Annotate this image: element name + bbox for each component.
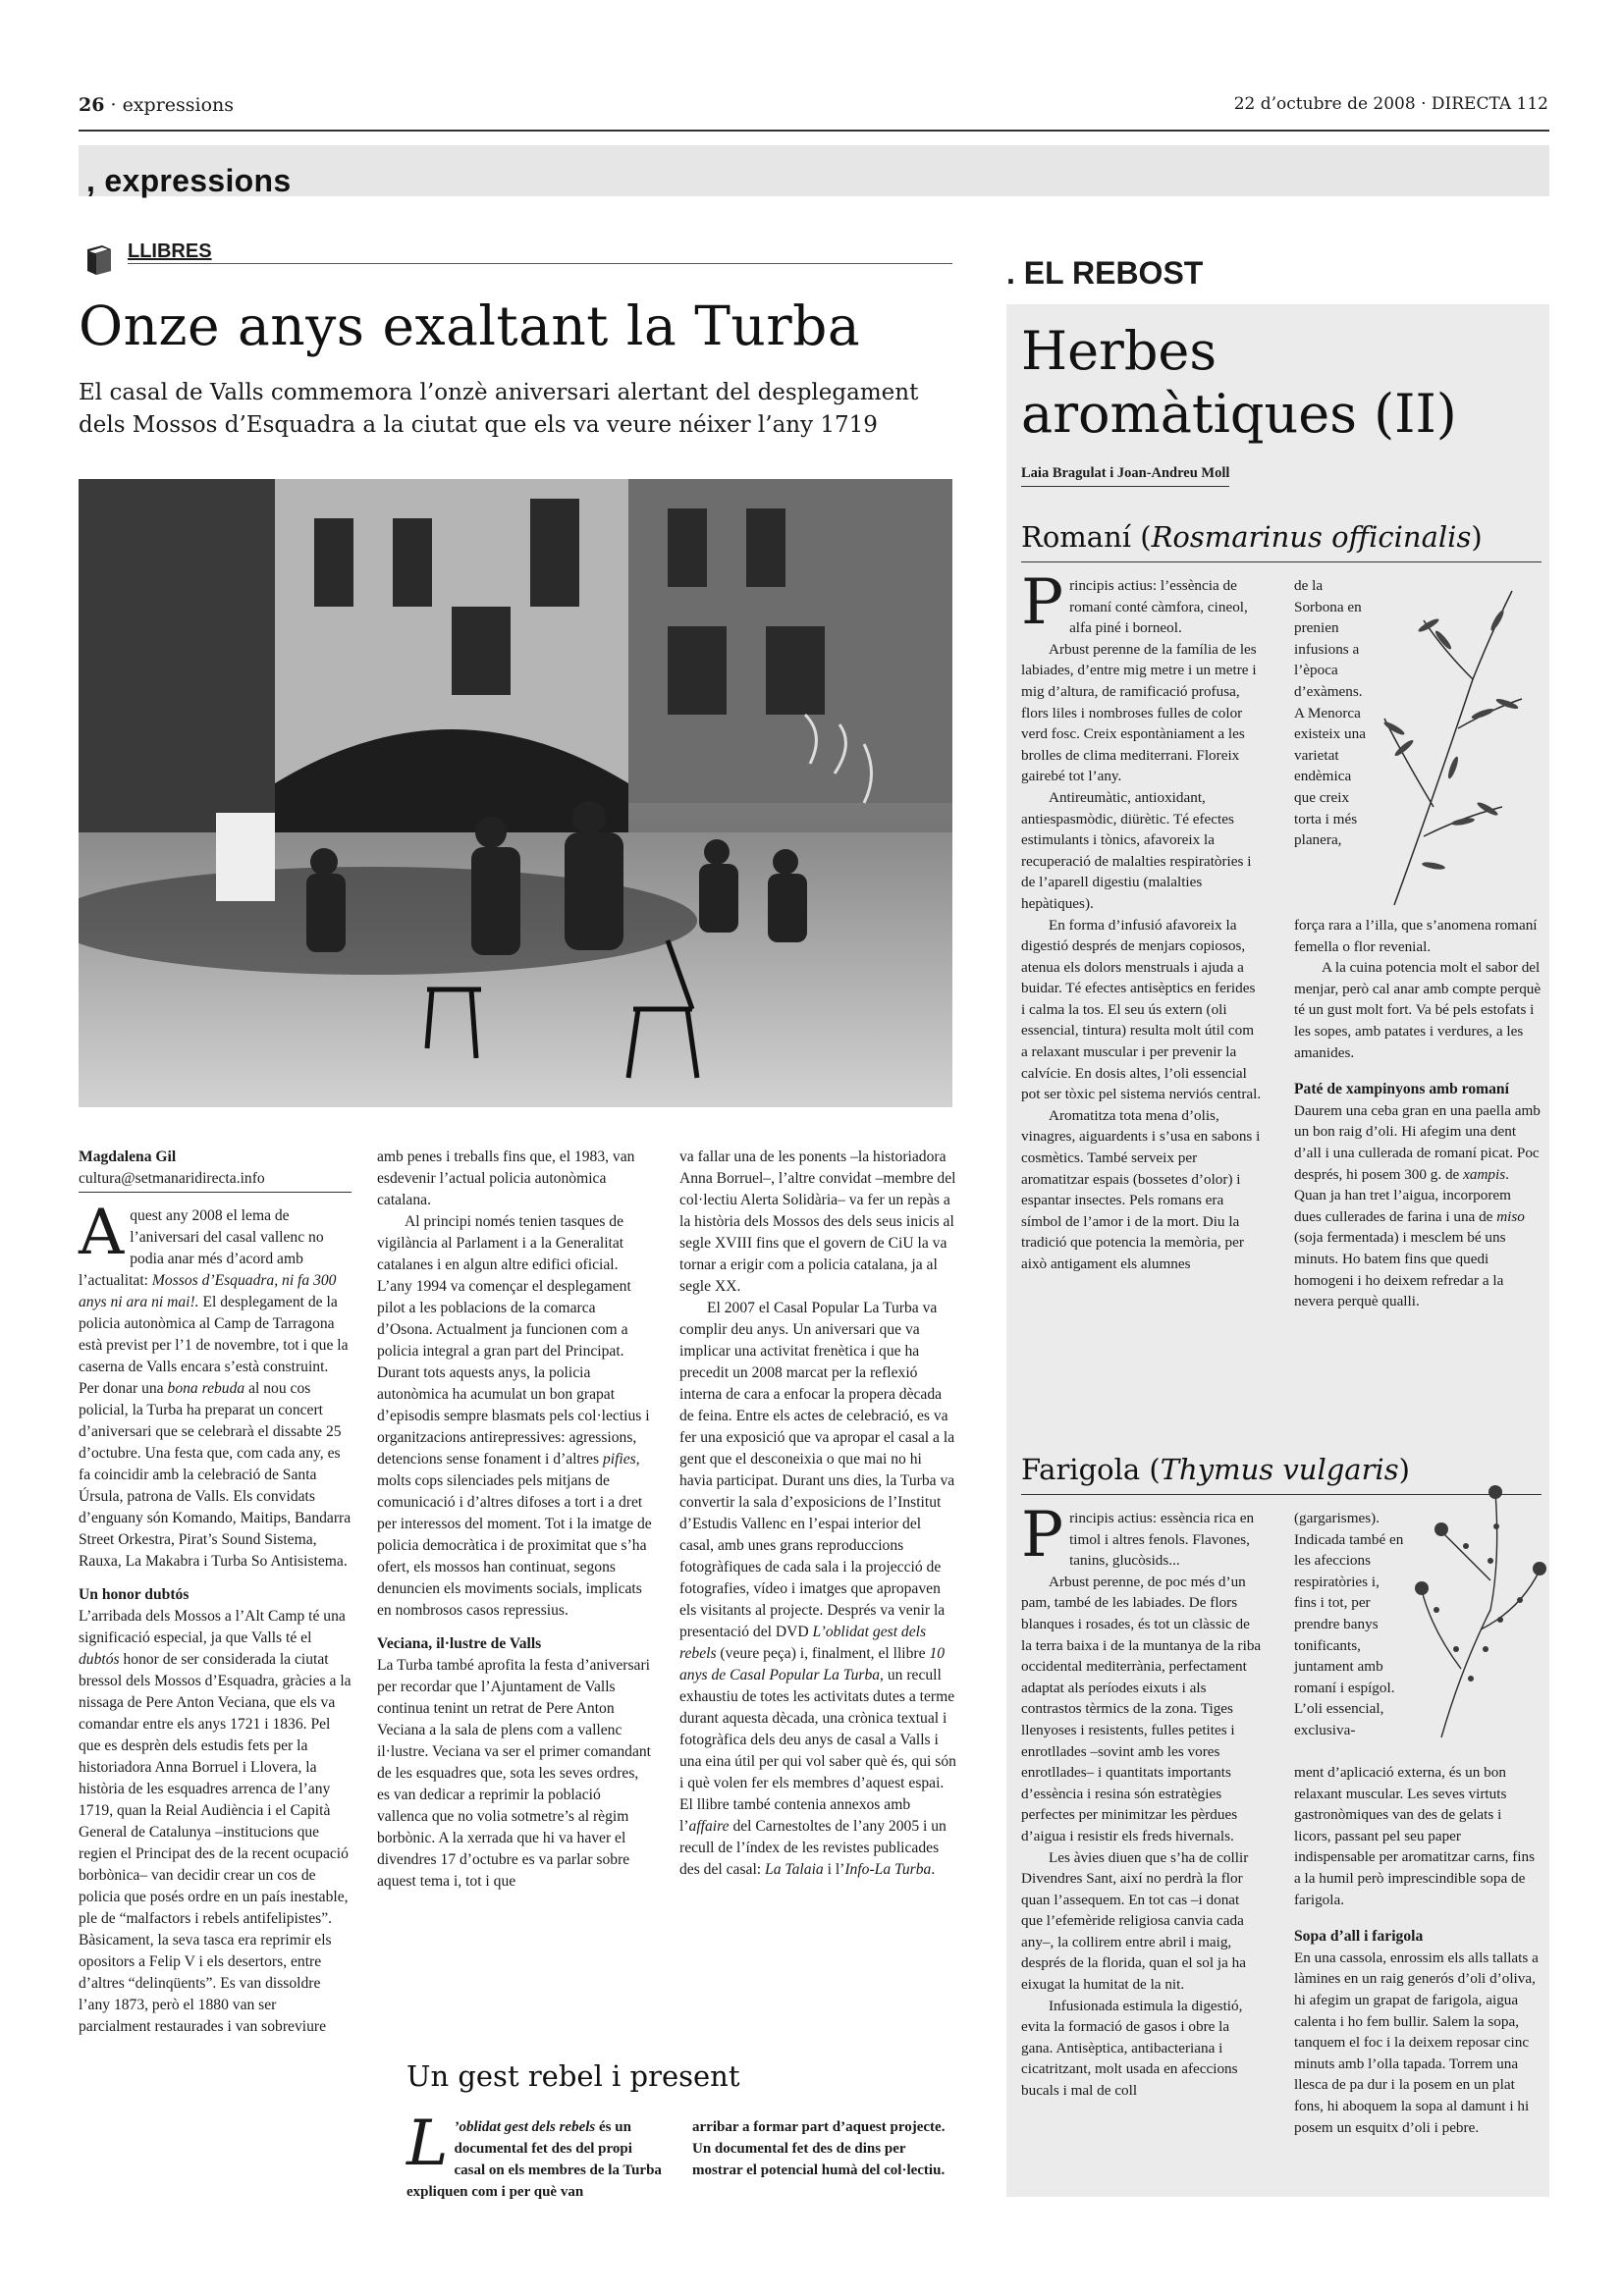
col3-p2e: i l’ <box>823 1861 845 1878</box>
author-block <box>79 1147 353 1190</box>
article-kicker: LLIBRES <box>128 240 212 262</box>
farigola-close: ) <box>1398 1453 1410 1486</box>
col1-p2: L’arribada dels Mossos a l’Alt Camp té una significació especial, ja que Valls té el <box>79 1608 346 1646</box>
romani-recipe-em2: miso <box>1496 1207 1525 1225</box>
romani-p2: Arbust perenne de la família de les labiades, d’entre mig metre i un metre i mig d’altura, de ramificació profusa, flors liles i nombroses fulles de color verd fosc. Creix espontàniament a les brolles de clima mediterrani. Floreix gairebé tot l’any. <box>1021 640 1257 785</box>
romani-rule <box>1021 561 1542 562</box>
col1-text-c: al nou cos policial, la Turba ha preparat un concert d’aniversari que se celebrarà el dissabte 25 d’octubre. Una festa que, com cada any, es fa coincidir amb la celebració de Santa Úrsula, patrona de Valls. Els convidats d’enguany són Komando, Maitips, Bandarra Street Orkestra, Pirat’s Sound Sistema, Rauxa, La Makabra i Turba So Antisistema. <box>79 1380 352 1570</box>
col3-p2: El 2007 el Casal Popular La Turba va complir deu anys. Un aniversari que va implicar una activitat frenètica i que ha precedit un 2008 marcat per la reflexió interna de cara a enfocar la propera dècada de feina. Entre els actes de celebració, es va fer una exposició que va apropar el casal a la gent que el desconeixia o que mai no hi havia participat. Durant uns dies, la Turba va convertir la sala d’exposicions de l’Institut d’Estudis Vallenc en l’espai interior del casal, amb unes grans reproduccions fotogràfiques de cada sala i la projecció de fotografies, vídeo i imatges que apropaven els visitants al projecte. Després va venir la presentació del DVD <box>679 1300 955 1640</box>
farigola-dropcap: P <box>1021 1499 1064 1572</box>
box-text-a: és un documental fet des del propi casal on els membres de la Turba expliquen com i per què van <box>406 2119 662 2200</box>
col1-p2-b: honor de ser considerada la ciutat bressol dels Mossos d’Esquadra, gràcies a la nissaga de Pere Anton Veciana, que els va comandar entre els anys 1721 i 1836. Pel que es desprèn dels estudis fets per la historiadora Anna Borruel i Llovera, la història de les esquadres arrenca de l’any 1719, quan la Reial Audiència i el Capità General de Catalunya –institucions que regien el Principat des de la recent ocupació borbònica– van decidir crear un cos de policia que posés ordre en un país inestable, ple de “malfactors i rebels antifelipistes”. Bàsicament, la seva tasca era reprimir els opositors a Felip V i els desertors, entre d’altres “delinqüents”. Es van dissoldre l’any 1873, però el 1880 van ser parcialment restaurades i van sobreviure <box>79 1651 352 2035</box>
col1-em: Mossos d’Esquadra, ni fa 300 anys ni ara ni mai!. <box>79 1272 337 1310</box>
farigola-col-b-top: (gargarismes). Indicada també en les afeccions respiratòries i, fins i tot, per prendre banys tonificants, juntament amb romaní i espígol. L’oli essencial, exclusiva- <box>1294 1510 1404 1738</box>
sidebar-label: . EL REBOST <box>1006 255 1204 291</box>
romani-b-rest: força rara a l’illa, que s’anomena romaní femella o flor revenial. <box>1294 917 1538 955</box>
romani-name: Romaní ( <box>1021 520 1152 554</box>
article-col-2 <box>377 1147 654 1893</box>
farigola-latin: Thymus vulgaris <box>1160 1453 1399 1486</box>
sidebar-title <box>1021 320 1457 446</box>
box-col-1 <box>406 2108 664 2203</box>
farigola-col-a <box>1021 1499 1263 2102</box>
romani-latin: Rosmarinus officinalis <box>1151 520 1472 554</box>
farigola-title <box>1021 1453 1410 1486</box>
farigola-p1: rincipis actius: essència rica en timol i altres fenols. Flavones, tanins, glucòsids... <box>1069 1510 1255 1570</box>
article-deck: El casal de Valls commemora l’onzè aniversari alertant del desplegament dels Mossos d’Esquadra a la ciutat que els va veure néixer l’any 1719 <box>79 380 919 438</box>
sidebar-byline: Laia Bragulat i Joan-Andreu Moll <box>1021 465 1229 487</box>
col2-p3: La Turba també aprofita la festa d’aniversari per recordar que l’Ajuntament de Valls continua tenint un retrat de Pere Anton Veciana a la sala de plens com a vallenc il·lustre. Veciana va ser el primer comandant de les esquadres que, sota les seves ordres, es van dedicar a reprimir la població vallenca que no volia sotmetre’s al règim borbònic. A la xerrada que hi va haver el divendres 17 d’octubre es va parlar sobre aquest tema i, tot i que <box>377 1657 651 1890</box>
article-title: Onze anys exaltant la Turba <box>79 294 861 357</box>
rosemary-illustration <box>1365 581 1532 915</box>
farigola-p3: Les àvies diuen que s’ha de collir Divendres Sant, així no perdrà la flor quan l’assequem. En tot cas –i donat que l’efemèride religiosa canvia cada any–, la collirem entre abril i maig, després de la florida, quan el sol ja ha eixugat la humitat de la nit. <box>1021 1848 1249 1994</box>
article-photo <box>79 479 952 1107</box>
subhead-veciana: Veciana, il·lustre de Valls <box>377 1635 542 1652</box>
farigola-recipe: En una cassola, enrossim els alls tallats a làmines en un raig generós d’oli d’oliva, hi afegim un grapat de farigola, aigua calenta i ho fem bullir. Salem la sopa, tanquem el foc i la deixem reposar cinc minuts amb l’olla tapada. Torrem una llesca de pa dur i la posem en un plat fons, hi aboquem la sopa al damunt i hi posem un esquitx d’oli i pebre. <box>1294 1949 1539 2136</box>
col1-text: quest any 2008 el lema de l’aniversari del casal vallenc no podia anar més d’acord amb l’actualitat: <box>79 1207 324 1289</box>
col1-p2-em: dubtós <box>79 1651 120 1668</box>
farigola-recipe-title: Sopa d’all i farigola <box>1294 1928 1424 1946</box>
romani-col-b <box>1294 915 1542 1312</box>
author-email[interactable]: cultura@setmanaridirecta.info <box>79 1170 265 1187</box>
sidebar-title-line2: aromàtiques (II) <box>1021 383 1457 445</box>
col3-p2d: del Carnestoltes de l’any 2005 i un recull de l’índex de les revistes publicades des del casal: <box>679 1818 947 1878</box>
page-number: 26 <box>79 94 105 116</box>
farigola-p2: Arbust perenne, de poc més d’un pam, també de les labiades. De flors blanques i rosades, és tot un clàssic de la terra baixa i de la muntanya de la riba occidental mediterrània, perfectament adaptat als períodes eixuts i als contrastos tèrmics de la zona. Tiges llenyoses i resistents, fulles petites i enrotllades –sovint amb les vores enrotllades– i quantitats importants d’essència i resina són estratègies perfectes per minimitzar les pèrdues d’aigua i resistir els freds hivernals. <box>1021 1573 1262 1844</box>
col3-em4: La Talaia <box>765 1861 824 1878</box>
box-title: Un gest rebel i present <box>406 2059 740 2093</box>
article-col-3 <box>679 1147 956 1881</box>
farigola-name: Farigola ( <box>1021 1453 1161 1486</box>
romani-recipe-b: . Quan ja han tret l’aigua, incorporem dues cullerades de farina i una de <box>1294 1165 1511 1225</box>
col2-p2-em: pifies <box>602 1451 636 1468</box>
article-col-1 <box>79 1197 352 2038</box>
section-bar <box>79 145 1549 196</box>
col3-p2f: . <box>931 1861 936 1878</box>
col1-text-b: El desplegament de la policia autonòmica al Camp de Tarragona està previst per l’1 de novembre, tot i que la caserna de Valls encara s’està construint. Per donar una <box>79 1294 349 1397</box>
col3-em1: L’oblidat gest dels rebels <box>679 1624 927 1662</box>
romani-p5: Aromatitza tota mena d’olis, vinagres, aiguardents i s’usa en sabons i cosmètics. També serveix per aromatitzar espais (bossetes d’olor) i espantar insectes. Pels romans era símbol de l’amor i de la mort. Diu la tradició que potencia la memòria, per això antigament els alumnes <box>1021 1106 1261 1272</box>
dropcap: A <box>79 1197 125 1269</box>
issue-info: 22 d’octubre de 2008 · DIRECTA 112 <box>1233 94 1548 114</box>
farigola-col-b <box>1294 1762 1542 2138</box>
box-em: ’oblidat gest dels rebels <box>454 2119 596 2135</box>
col3-em2: 10 anys de Casal Popular La Turba <box>679 1645 946 1683</box>
page-folio <box>79 94 234 116</box>
romani-dropcap: P <box>1021 566 1064 639</box>
romani-recipe-c: (soja fermentada) i mesclem bé uns minuts. Ho batem fins que quedi homogeni i ho deixem refredar a la nevera perquè qualli. <box>1294 1229 1506 1310</box>
box-dropcap: L <box>406 2108 449 2180</box>
sidebar-title-line1: Herbes <box>1021 320 1217 382</box>
col3-p2c: , un recull exhaustiu de totes les activitats dutes a terme durant aquesta dècada, una crònica textual i fotogràfica dels deu anys de casal a Valls i una eina útil per qui vol saber què és, qui són i què volen fer els membres d’aquest espai. El llibre també contenia annexos amb l’ <box>679 1667 956 1835</box>
page-section-text: · expressions <box>104 94 235 116</box>
col2-p2: Al principi només tenien tasques de vigilància al Parlament i a la Generalitat catalanes i en algun altre edifici oficial. L’any 1994 va començar el desplegament pilot a les poblacions de la comarca d’Osona. Actualment ja funcionen com a policia integral a gran part del Principat. Durant tots aquests anys, la policia autonòmica ha acumulat un bon grapat d’episodis sempre blasmats pels col·lectius i organitzacions antirepressives: agressions, detencions sense fonament i d’altres <box>377 1213 650 1468</box>
header-rule <box>79 130 1549 132</box>
romani-p4: En forma d’infusió afavoreix la digestió després de menjars copiosos, atenua els dolors menstruals i ajuda a buidar. Té efectes antisèptics en ferides i calma la tos. El seu ús extern (oli essencial, tintura) resulta molt útil com a relaxant muscular i per prevenir la calvície. En dosis altes, l’oli essencial pot ser tòxic pel sistema nerviós central. <box>1021 916 1262 1103</box>
col3-p2b: (veure peça) i, finalment, el llibre <box>716 1645 930 1662</box>
book-icon <box>84 241 112 273</box>
subhead-honor: Un honor dubtós <box>79 1586 189 1603</box>
romani-p1: rincipis actius: l’essència de romaní conté càmfora, cineol, alfa piné i borneol. <box>1069 577 1248 637</box>
farigola-b-rest: ment d’aplicació externa, és un bon relaxant muscular. Les seves virtuts gastronòmiques van des de gelats i licors, passant pel seu paper indispensable per aromatitzar carns, fins a la humil però imprescindible sopa de farigola. <box>1294 1764 1536 1908</box>
author-name: Magdalena Gil <box>79 1148 177 1165</box>
romani-col-b-top: de la Sorbona en prenien infusions a l’època d’exàmens. A Menorca existeix una varietat endèmica que creix torta i més planera, <box>1294 577 1366 849</box>
romani-recipe-title: Paté de xampinyons amb romaní <box>1294 1081 1509 1098</box>
romani-col-a <box>1021 566 1263 1275</box>
author-rule <box>79 1192 352 1193</box>
romani-p3: Antireumàtic, antioxidant, antiespasmòdic, diürètic. Té efectes estimulants i tònics, afavoreix la recuperació de malalties respiratòries i de l’aparell digestiu (malalties hepàtiques). <box>1021 788 1252 912</box>
col3-em3: affaire <box>688 1818 730 1835</box>
col3-em5: Info-La Turba <box>844 1861 932 1878</box>
col3-p1: va fallar una de les ponents –la historiadora Anna Borruel–, l’altre convidat –membre del col·lectiu Alerta Solidària– va fer un repàs a la història dels Mossos des dels seus inicis al segle XVIII fins que el govern de CiU la va tornar a erigir com a policia catalana, ja al segle XX. <box>679 1148 956 1295</box>
romani-recipe-a: Daurem una ceba gran en una paella amb un bon raig d’oli. Hi afegim una dent d’all i una cullerada de romaní picat. Poc després, hi posem 300 g. de <box>1294 1101 1541 1183</box>
box-col-2: arribar a formar part d’aquest projecte. Un documental fet des de dins per mostrar el potencial humà del col·lectiu. <box>692 2119 946 2178</box>
col2-p2-b: , molts cops silenciades pels mitjans de comunicació i d’altres difoses a tort i a dret per interessos del moment. Tot i la imatge de policia democràtica i de proximitat que s’ha ofert, els mossos han continuat, segons denuncien els moviments socials, implicats en nombrosos casos repressius. <box>377 1451 652 1619</box>
romani-b-p2: A la cuina potencia molt el sabor del menjar, però cal anar amb compte perquè té un gust molt fort. Va bé pels estofats i les sopes, amb patates i verdures, a les amanides. <box>1294 959 1542 1061</box>
col2-p1: amb penes i treballs fins que, el 1983, van esdevenir l’actual policia autonòmica catalana. <box>377 1148 635 1208</box>
romani-close: ) <box>1471 520 1483 554</box>
thyme-illustration <box>1402 1472 1549 1747</box>
col1-em2: bona rebuda <box>167 1380 245 1397</box>
romani-title <box>1021 520 1483 554</box>
section-title: , expressions <box>86 163 292 198</box>
kicker-rule <box>128 263 952 264</box>
farigola-p4: Infusionada estimula la digestió, evita la formació de gasos i obre la gana. Antisèptica, antibacteriana i cicatritzant, molt usada en afeccions bucals i mal de coll <box>1021 1997 1243 2100</box>
romani-recipe-em: xampis <box>1463 1165 1506 1183</box>
